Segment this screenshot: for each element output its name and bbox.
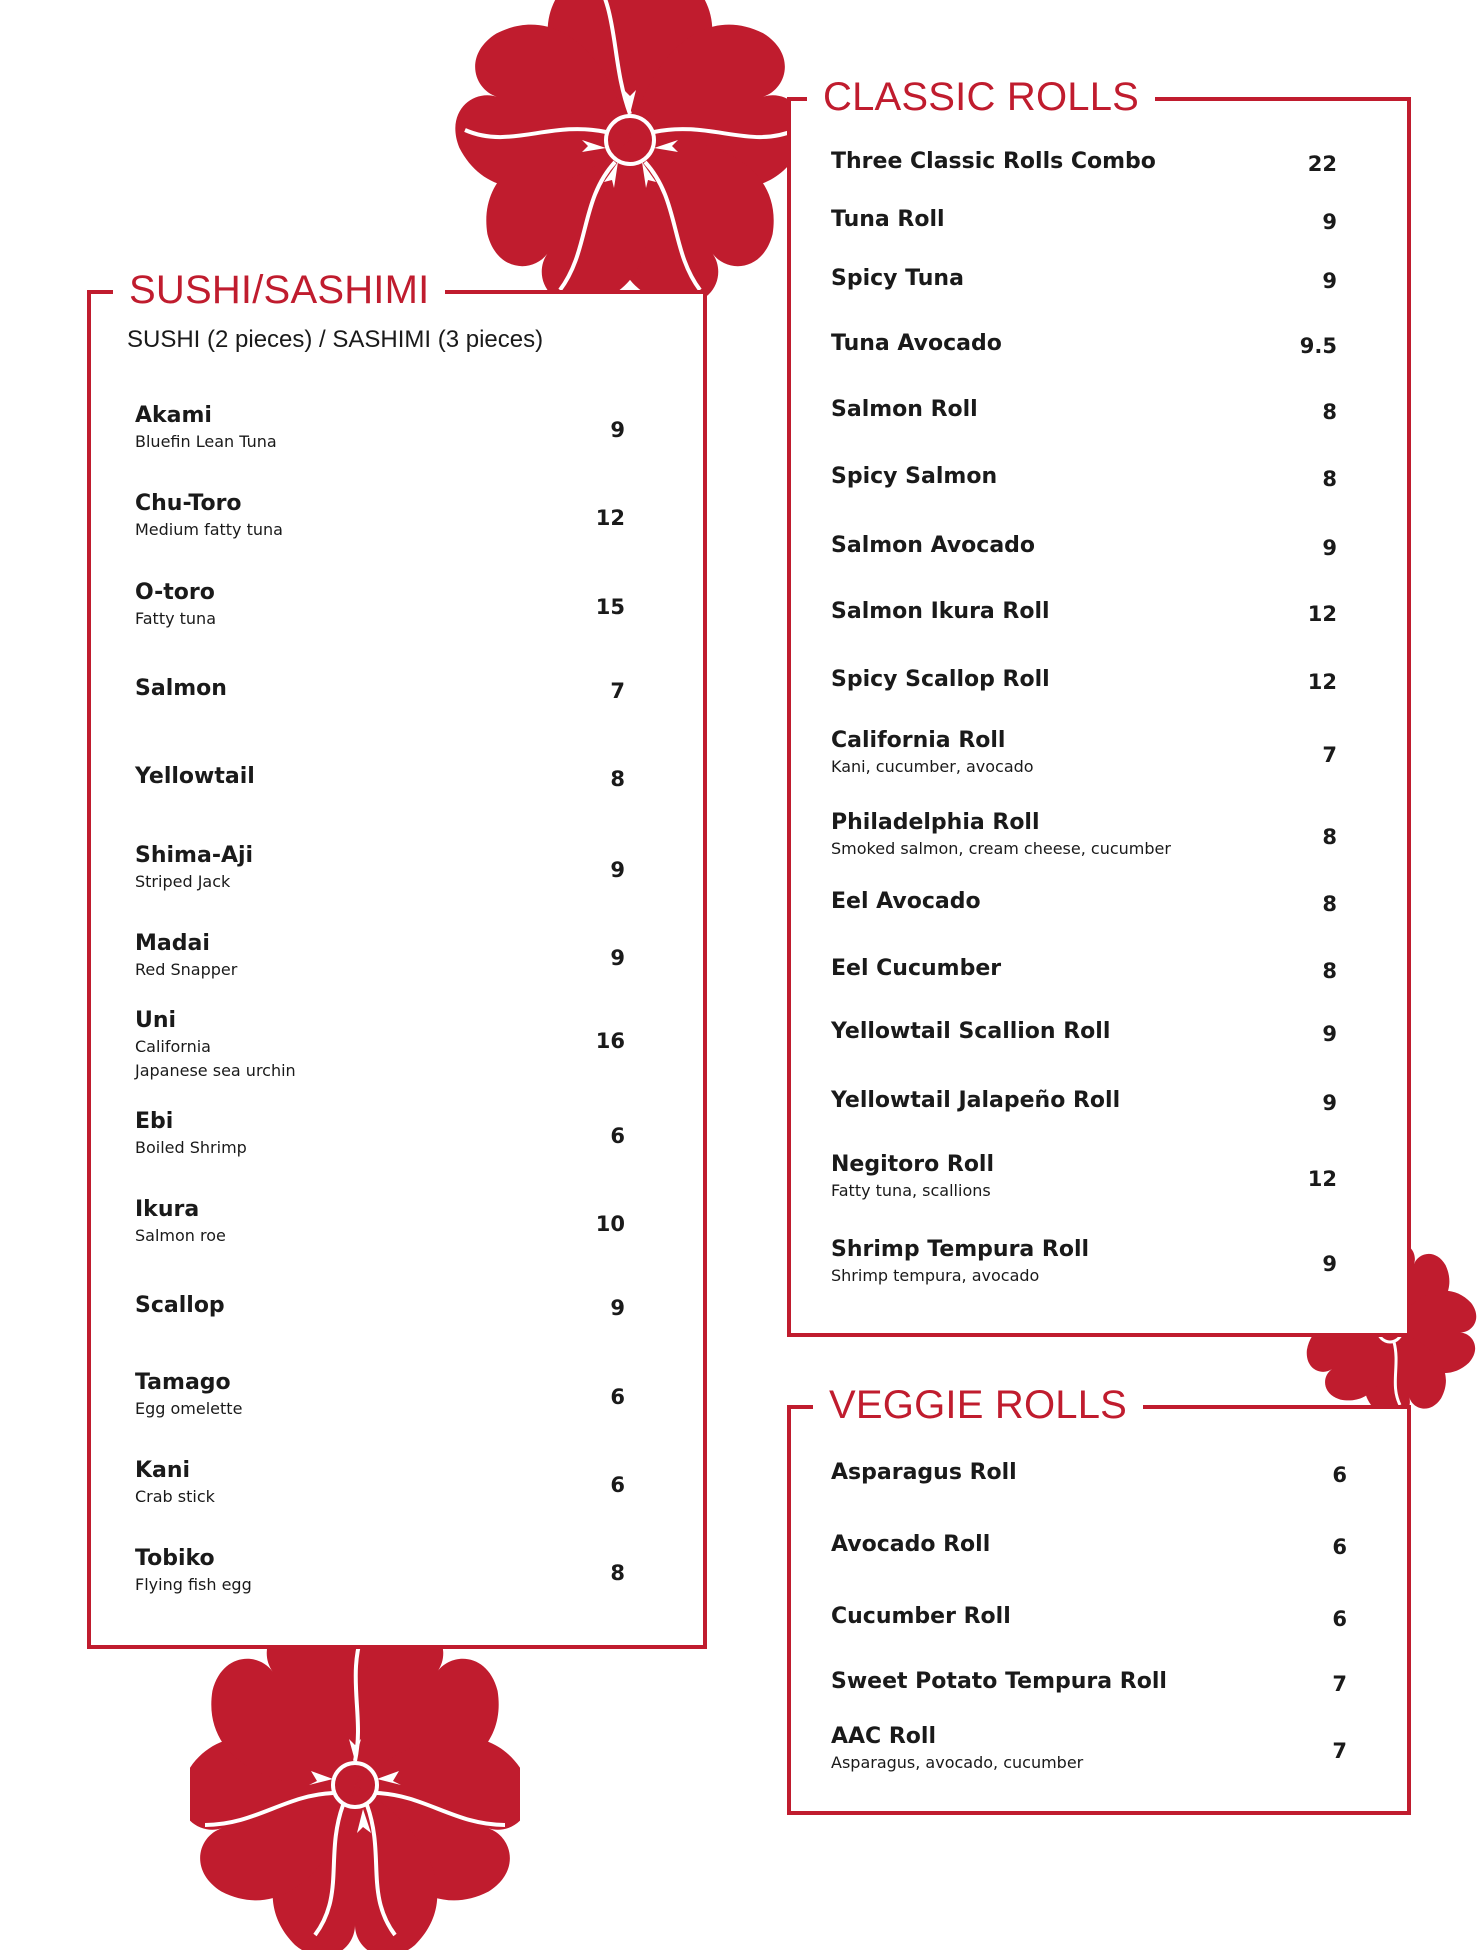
item-price: 6: [610, 1473, 625, 1497]
classic-rolls-section: [787, 75, 1411, 1337]
menu-item: [791, 888, 1407, 952]
menu-item: [791, 463, 1407, 527]
item-price: 9: [1322, 536, 1337, 560]
item-price: 9: [1322, 1091, 1337, 1115]
item-name: O-toro: [135, 580, 215, 605]
item-name: Tuna Roll: [831, 207, 945, 232]
item-price: 8: [1322, 892, 1337, 916]
menu-item: [91, 1196, 703, 1260]
item-price: 8: [1322, 467, 1337, 491]
menu-item: [91, 842, 703, 906]
item-name: Ikura: [135, 1197, 200, 1222]
menu-item: [791, 1603, 1407, 1667]
item-name: California Roll: [831, 728, 1006, 753]
item-name: AAC Roll: [831, 1724, 936, 1749]
item-description: Salmon roe: [135, 1226, 226, 1245]
section-title: VEGGIE ROLLS: [813, 1379, 1143, 1431]
item-name: Yellowtail Jalapeño Roll: [831, 1088, 1121, 1113]
menu-item: [791, 1018, 1407, 1082]
item-description: Shrimp tempura, avocado: [831, 1266, 1040, 1285]
item-price: 9: [610, 1296, 625, 1320]
menu-item: [791, 1459, 1407, 1523]
item-price: 7: [610, 679, 625, 703]
menu-item: [791, 148, 1407, 212]
item-description: Striped Jack: [135, 872, 231, 891]
item-description: Crab stick: [135, 1487, 215, 1506]
item-price: 6: [1332, 1535, 1347, 1559]
item-name: Tuna Avocado: [831, 331, 1002, 356]
item-description: Bluefin Lean Tuna: [135, 432, 277, 451]
item-price: 7: [1322, 743, 1337, 767]
item-name: Shima-Aji: [135, 843, 254, 868]
item-name: Salmon Avocado: [831, 533, 1036, 558]
menu-item: [791, 598, 1407, 662]
section-title: CLASSIC ROLLS: [807, 71, 1155, 123]
item-description: Egg omelette: [135, 1399, 243, 1418]
item-price: 9: [610, 858, 625, 882]
item-name: Madai: [135, 931, 210, 956]
menu-item: [91, 490, 703, 554]
item-price: 12: [1307, 602, 1337, 626]
menu-item: [791, 666, 1407, 730]
menu-item: [791, 1236, 1407, 1300]
item-name: Philadelphia Roll: [831, 810, 1040, 835]
menu-item: [791, 206, 1407, 270]
item-price: 9: [1322, 210, 1337, 234]
item-name: Spicy Scallop Roll: [831, 667, 1050, 692]
item-description: Red Snapper: [135, 960, 238, 979]
item-price: 7: [1332, 1739, 1347, 1763]
item-price: 9: [1322, 1252, 1337, 1276]
item-description: Asparagus, avocado, cucumber: [831, 1753, 1084, 1772]
item-name: Yellowtail Scallion Roll: [831, 1019, 1111, 1044]
item-name: Spicy Tuna: [831, 266, 964, 291]
item-price: 8: [1322, 959, 1337, 983]
item-name: Akami: [135, 403, 212, 428]
menu-item: [791, 532, 1407, 596]
item-price: 12: [1307, 1167, 1337, 1191]
menu-item: [791, 1531, 1407, 1595]
item-name: Tamago: [135, 1370, 231, 1395]
menu-item: [791, 1723, 1407, 1787]
item-price: 16: [595, 1029, 625, 1053]
menu-item: [91, 930, 703, 994]
item-name: Asparagus Roll: [831, 1460, 1017, 1485]
menu-item: [91, 675, 703, 739]
menu-item: [791, 1151, 1407, 1215]
item-price: 8: [610, 767, 625, 791]
item-name: Avocado Roll: [831, 1532, 991, 1557]
item-price: 8: [610, 1561, 625, 1585]
item-description: Fatty tuna, scallions: [831, 1181, 991, 1200]
item-name: Salmon Roll: [831, 397, 978, 422]
item-name: Shrimp Tempura Roll: [831, 1237, 1090, 1262]
menu-item: [91, 579, 703, 643]
menu-item: [791, 396, 1407, 460]
menu-item: [91, 1007, 703, 1080]
item-name: Scallop: [135, 1293, 225, 1318]
menu-item: [91, 1108, 703, 1172]
item-description-2: Japanese sea urchin: [135, 1061, 296, 1080]
item-description: California: [135, 1037, 211, 1056]
flower-top-icon: [450, 0, 810, 320]
menu-item: [91, 1292, 703, 1356]
item-description: Flying fish egg: [135, 1575, 252, 1594]
item-price: 9.5: [1299, 334, 1337, 358]
item-price: 6: [1332, 1607, 1347, 1631]
item-price: 12: [1307, 670, 1337, 694]
item-description: Boiled Shrimp: [135, 1138, 247, 1157]
item-price: 9: [610, 418, 625, 442]
item-price: 8: [1322, 825, 1337, 849]
item-name: Yellowtail: [135, 764, 255, 789]
item-name: Salmon Ikura Roll: [831, 599, 1050, 624]
menu-item: [791, 809, 1407, 873]
menu-item: [791, 1087, 1407, 1151]
menu-item: [91, 763, 703, 827]
item-description: Fatty tuna: [135, 609, 216, 628]
menu-item: [91, 1545, 703, 1609]
menu-item: [91, 402, 703, 466]
item-price: 8: [1322, 400, 1337, 424]
item-name: Negitoro Roll: [831, 1152, 995, 1177]
item-price: 9: [1322, 269, 1337, 293]
item-price: 9: [1322, 1022, 1337, 1046]
item-name: Three Classic Rolls Combo: [831, 149, 1156, 174]
veggie-rolls-section: [787, 1383, 1411, 1815]
menu-item: [91, 1369, 703, 1433]
item-price: 6: [1332, 1463, 1347, 1487]
item-name: Tobiko: [135, 1546, 215, 1571]
item-price: 10: [595, 1212, 625, 1236]
menu-item: [791, 330, 1407, 394]
item-description: Smoked salmon, cream cheese, cucumber: [831, 839, 1171, 858]
section-title: SUSHI/SASHIMI: [113, 264, 445, 316]
item-name: Sweet Potato Tempura Roll: [831, 1669, 1167, 1694]
section-subtitle: SUSHI (2 pieces) / SASHIMI (3 pieces): [127, 326, 544, 353]
item-description: Medium fatty tuna: [135, 520, 283, 539]
item-name: Eel Avocado: [831, 889, 981, 914]
sushi-sashimi-section: [87, 268, 707, 1649]
item-name: Ebi: [135, 1109, 174, 1134]
menu-item: [791, 265, 1407, 329]
item-name: Salmon: [135, 676, 227, 701]
item-price: 6: [610, 1385, 625, 1409]
item-price: 6: [610, 1124, 625, 1148]
item-price: 15: [595, 595, 625, 619]
item-name: Eel Cucumber: [831, 956, 1002, 981]
item-price: 12: [595, 506, 625, 530]
item-name: Cucumber Roll: [831, 1604, 1011, 1629]
item-name: Uni: [135, 1008, 177, 1033]
item-name: Chu-Toro: [135, 491, 242, 516]
item-name: Kani: [135, 1458, 191, 1483]
item-price: 7: [1332, 1672, 1347, 1696]
flower-bottom-icon: [190, 1620, 520, 1950]
menu-item: [791, 727, 1407, 791]
item-price: 22: [1307, 152, 1337, 176]
item-price: 9: [610, 946, 625, 970]
item-name: Spicy Salmon: [831, 464, 998, 489]
menu-item: [91, 1457, 703, 1521]
item-description: Kani, cucumber, avocado: [831, 757, 1034, 776]
menu-item: [791, 955, 1407, 1019]
